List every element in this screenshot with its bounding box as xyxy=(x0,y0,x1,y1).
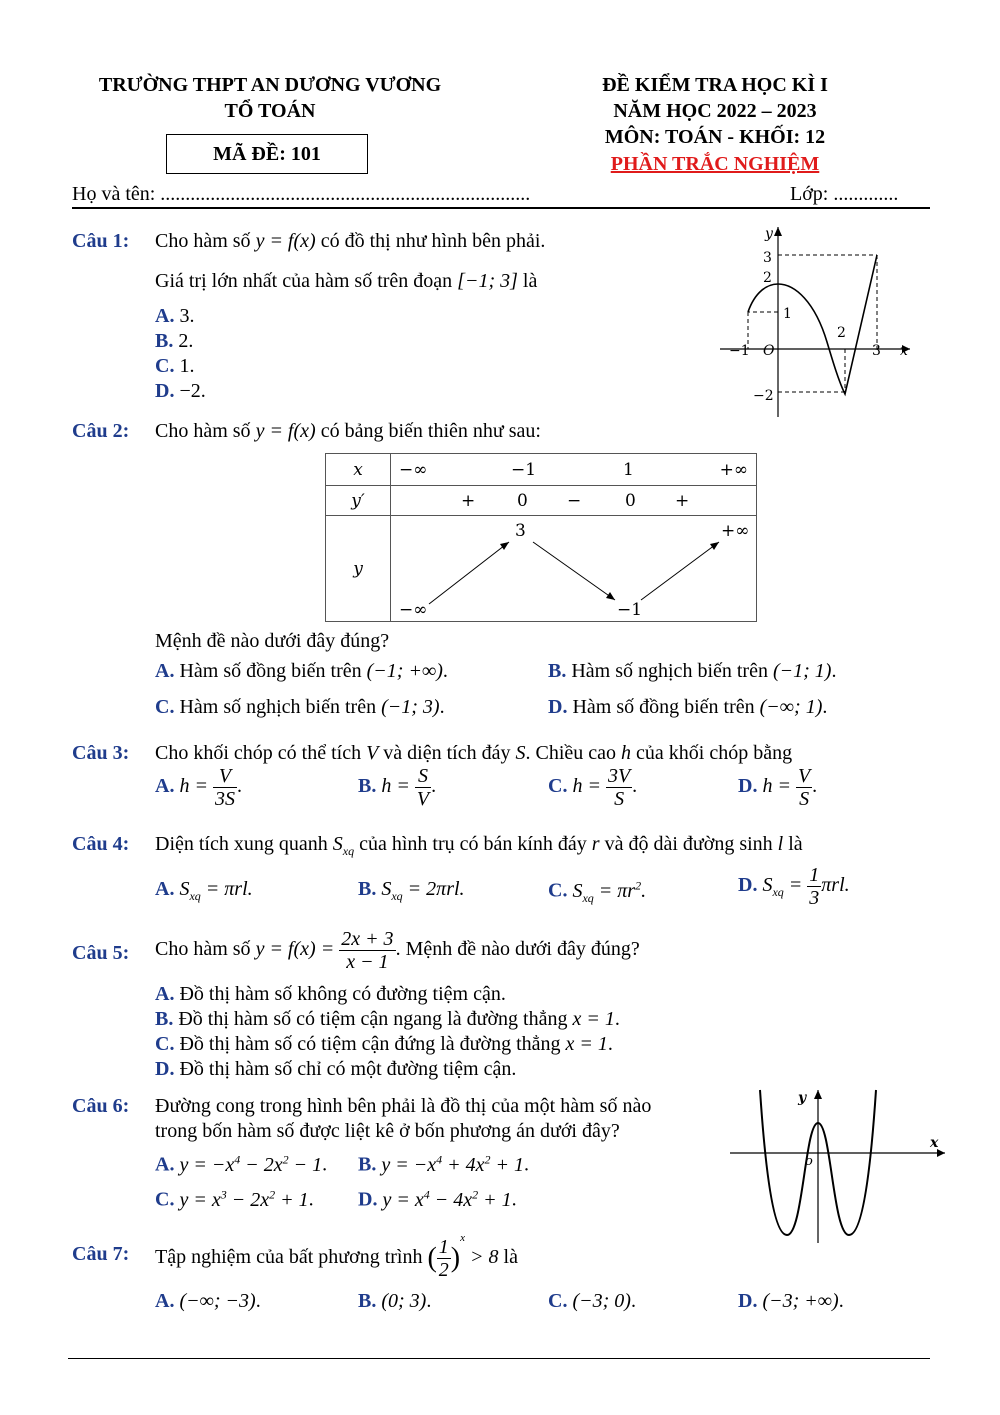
svg-text:−1: −1 xyxy=(617,600,643,620)
q4-option-d[interactable]: D. $S_{xq}$ = $\frac{1}{3}$ πrl. xyxy=(738,864,850,909)
q2-label: Câu 2: xyxy=(72,420,130,442)
q5-option-a[interactable]: A. Đồ thị hàm số không có đường tiệm cận. xyxy=(155,983,506,1005)
q6-option-d[interactable]: D. $y = x^4 - 4x^2 + 1$. xyxy=(358,1187,517,1211)
q6-stem-2: trong bốn hàm số được liệt kê ở bốn phương án dưới đây? xyxy=(155,1120,620,1142)
student-name-line: Họ và tên: .......................................................................... xyxy=(72,183,531,205)
q7-option-c[interactable]: C. (−3; 0). xyxy=(548,1290,636,1312)
q3-option-a[interactable]: A. h = $\frac{V}{3S}$ . xyxy=(155,765,242,810)
q2-option-b[interactable]: B. Hàm số nghịch biến trên (−1; 1). xyxy=(548,660,837,682)
svg-text:−∞: −∞ xyxy=(399,600,428,620)
q1-option-a[interactable]: A. 3. xyxy=(155,305,195,327)
section-title: PHẦN TRẮC NGHIỆM xyxy=(610,153,820,175)
q1-graph xyxy=(715,222,915,422)
q7-stem: Tập nghiệm của bất phương trình ( $\frac{1}{2}$ )$^x$ > 8 là xyxy=(155,1232,518,1281)
exam-title: ĐỀ KIỂM TRA HỌC KÌ I xyxy=(602,74,828,96)
q1-option-c[interactable]: C. 1. xyxy=(155,355,195,377)
q2-stem: Cho hàm số y = f(x) có bảng biến thiên như sau: xyxy=(155,420,541,442)
svg-text:−1: −1 xyxy=(729,343,750,359)
svg-text:x: x xyxy=(900,343,908,359)
q5-option-c[interactable]: C. Đồ thị hàm số có tiệm cận đứng là đường thẳng x = 1. xyxy=(155,1033,613,1055)
footer-divider xyxy=(68,1358,930,1359)
q1-option-b[interactable]: B. 2. xyxy=(155,330,194,352)
svg-text:3: 3 xyxy=(515,521,526,541)
svg-text:3: 3 xyxy=(872,343,881,359)
school-name: TRƯỜNG THPT AN DƯƠNG VƯƠNG xyxy=(98,74,442,96)
q4-option-a[interactable]: A. $S_{xq} = \pi rl$. xyxy=(155,878,253,903)
q3-stem: Cho khối chóp có thể tích V và diện tích đáy S. Chiều cao h của khối chóp bằng xyxy=(155,742,793,764)
variation-table: x −∞ −1 1 +∞ y′ + 0 − 0 + y −∞ 3 −1 +∞ xyxy=(325,453,757,622)
q6-stem-1: Đường cong trong hình bên phải là đồ thị của một hàm số nào xyxy=(155,1095,652,1117)
q7-option-d[interactable]: D. (−3; +∞). xyxy=(738,1290,844,1312)
q4-option-c[interactable]: C. $S_{xq} = \pi r^2$. xyxy=(548,878,647,905)
q2-option-a[interactable]: A. Hàm số đồng biến trên (−1; +∞). xyxy=(155,660,448,682)
header-divider xyxy=(72,207,930,209)
q4-label: Câu 4: xyxy=(72,833,130,855)
svg-text:y: y xyxy=(765,226,773,242)
q5-label: Câu 5: xyxy=(72,942,130,964)
q5-option-b[interactable]: B. Đồ thị hàm số có tiệm cận ngang là đường thẳng x = 1. xyxy=(155,1008,620,1030)
q5-option-d[interactable]: D. Đồ thị hàm số chỉ có một đường tiệm cận. xyxy=(155,1058,517,1080)
q1-stem-2: Giá trị lớn nhất của hàm số trên đoạn [−1; 3] là xyxy=(155,270,538,292)
q6-option-b[interactable]: B. $y = -x^4 + 4x^2 + 1$. xyxy=(358,1152,529,1176)
exam-code-box xyxy=(166,134,368,174)
svg-text:1: 1 xyxy=(783,306,792,322)
q3-label: Câu 3: xyxy=(72,742,130,764)
q4-stem: Diện tích xung quanh $S_{xq}$ của hình trụ có bán kính đáy r và độ dài đường sinh l là xyxy=(155,833,803,858)
subject-grade: MÔN: TOÁN - KHỐI: 12 xyxy=(604,126,826,148)
q1-stem: Cho hàm số y = f(x) có đồ thị như hình bên phải. xyxy=(155,230,546,252)
svg-text:O: O xyxy=(763,343,775,359)
class-line: Lớp: ............. xyxy=(790,183,899,205)
svg-text:+∞: +∞ xyxy=(721,521,750,541)
q2-option-d[interactable]: D. Hàm số đồng biến trên (−∞; 1). xyxy=(548,696,828,718)
q5-stem: Cho hàm số y = f(x) = $\frac{2x + 3}{x - 1}$ . Mệnh đề nào dưới đây đúng? xyxy=(155,928,640,973)
department: TỔ TOÁN xyxy=(224,100,316,122)
q7-option-b[interactable]: B. (0; 3). xyxy=(358,1290,432,1312)
q4-option-b[interactable]: B. $S_{xq} = 2\pi rl$. xyxy=(358,878,465,903)
q2-option-c[interactable]: C. Hàm số nghịch biến trên (−1; 3). xyxy=(155,696,445,718)
q3-option-d[interactable]: D. h = $\frac{V}{S}$ . xyxy=(738,765,818,810)
q6-option-a[interactable]: A. $y = -x^4 - 2x^2 - 1$. xyxy=(155,1152,328,1176)
svg-text:3: 3 xyxy=(763,250,772,266)
svg-text:2: 2 xyxy=(763,270,772,286)
svg-text:2: 2 xyxy=(837,325,846,341)
exam-code: MÃ ĐỀ: 101 xyxy=(213,143,321,165)
q3-option-b[interactable]: B. h = $\frac{S}{V}$ . xyxy=(358,765,437,810)
q2-prompt: Mệnh đề nào dưới đây đúng? xyxy=(155,630,390,652)
school-year: NĂM HỌC 2022 – 2023 xyxy=(613,100,817,122)
q1-label: Câu 1: xyxy=(72,230,130,252)
svg-text:y: y xyxy=(798,1090,807,1106)
q6-option-c[interactable]: C. $y = x^3 - 2x^2 + 1$. xyxy=(155,1187,314,1211)
svg-text:x: x xyxy=(930,1135,939,1151)
q1-option-d[interactable]: D. −2. xyxy=(155,380,206,402)
q7-option-a[interactable]: A. (−∞; −3). xyxy=(155,1290,261,1312)
q6-graph xyxy=(725,1085,950,1245)
svg-text:o: o xyxy=(805,1154,813,1169)
svg-text:−2: −2 xyxy=(753,388,774,404)
q3-option-c[interactable]: C. h = $\frac{3V}{S}$ . xyxy=(548,765,638,810)
q6-label: Câu 6: xyxy=(72,1095,130,1117)
q7-label: Câu 7: xyxy=(72,1243,130,1265)
